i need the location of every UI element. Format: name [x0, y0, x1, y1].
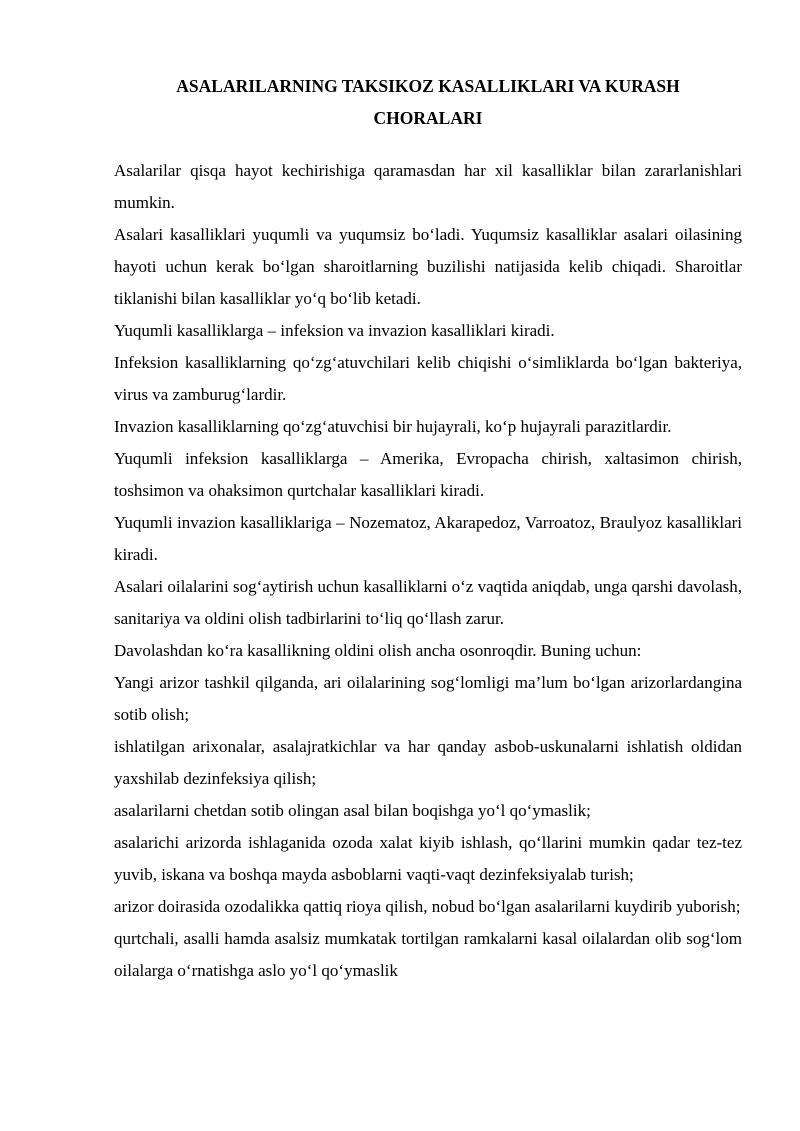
paragraph: qurtchali, asalli hamda asalsiz mumkatak tortilgan ramkalarni kasal oilalardan olib sog‘lom oilalarga o‘rnatishga aslo yo‘l qo‘ymaslik [114, 929, 742, 980]
paragraph: Asalarilar qisqa hayot kechirishiga qaramasdan har xil kasalliklar bilan zararlanishlari mumkin. [114, 161, 742, 212]
paragraph: Davolashdan ko‘ra kasallikning oldini olish ancha osonroqdir. Buning uchun: [114, 641, 642, 660]
title-line-1: ASALARILARNING TAKSIKOZ KASALLIKLARI VA KURASH [176, 76, 680, 96]
paragraph: Infeksion kasalliklarning qo‘zg‘atuvchilari kelib chiqishi o‘simliklarda bo‘lgan bakteriya, virus va zamburug‘lardir. [114, 353, 742, 404]
paragraph: arizor doirasida ozodalikka qattiq rioya qilish, nobud bo‘lgan asalarilarni kuydirib yuborish; [114, 897, 741, 916]
title-line-2: CHORALARI [373, 108, 483, 128]
paragraph: asalarilarni chetdan sotib olingan asal bilan boqishga yo‘l qo‘ymaslik; [114, 801, 591, 820]
paragraph: Yuqumli infeksion kasalliklarga – Amerika, Evropacha chirish, xaltasimon chirish, toshsimon va ohaksimon qurtchalar kasalliklari kiradi. [114, 449, 742, 500]
document-title [114, 70, 742, 134]
paragraph: Asalari kasalliklari yuqumli va yuqumsiz bo‘ladi. Yuqumsiz kasalliklar asalari oilasining hayoti uchun kerak bo‘lgan sharoitlarning buzilishi natijasida kelib chiqadi. Sharoitlar tiklanishi bilan kasalliklar yo‘q bo‘lib ketadi. [114, 225, 742, 308]
paragraph: Asalari oilalarini sog‘aytirish uchun kasalliklarni o‘z vaqtida aniqdab, unga qarshi davolash, sanitariya va oldini olish tadbirlarini to‘liq qo‘llash zarur. [114, 577, 742, 628]
document-page [114, 70, 742, 987]
paragraph: ishlatilgan arixonalar, asalajratkichlar va har qanday asbob-uskunalarni ishlatish oldidan yaxshilab dezinfeksiya qilish; [114, 737, 742, 788]
paragraph: Invazion kasalliklarning qo‘zg‘atuvchisi bir hujayrali, ko‘p hujayrali parazitlardir. [114, 417, 672, 436]
paragraph: asalarichi arizorda ishlaganida ozoda xalat kiyib ishlash, qo‘llarini mumkin qadar tez-tez yuvib, iskana va boshqa mayda asboblarni vaqti-vaqt dezinfeksiyalab turish; [114, 833, 742, 884]
paragraph: Yuqumli kasalliklarga – infeksion va invazion kasalliklari kiradi. [114, 321, 555, 340]
paragraph: Yangi arizor tashkil qilganda, ari oilalarining sog‘lomligi ma’lum bo‘lgan arizorlardangina sotib olish; [114, 673, 742, 724]
paragraph: Yuqumli invazion kasalliklariga – Nozematoz, Akarapedoz, Varroatoz, Braulyoz kasalliklari kiradi. [114, 513, 742, 564]
